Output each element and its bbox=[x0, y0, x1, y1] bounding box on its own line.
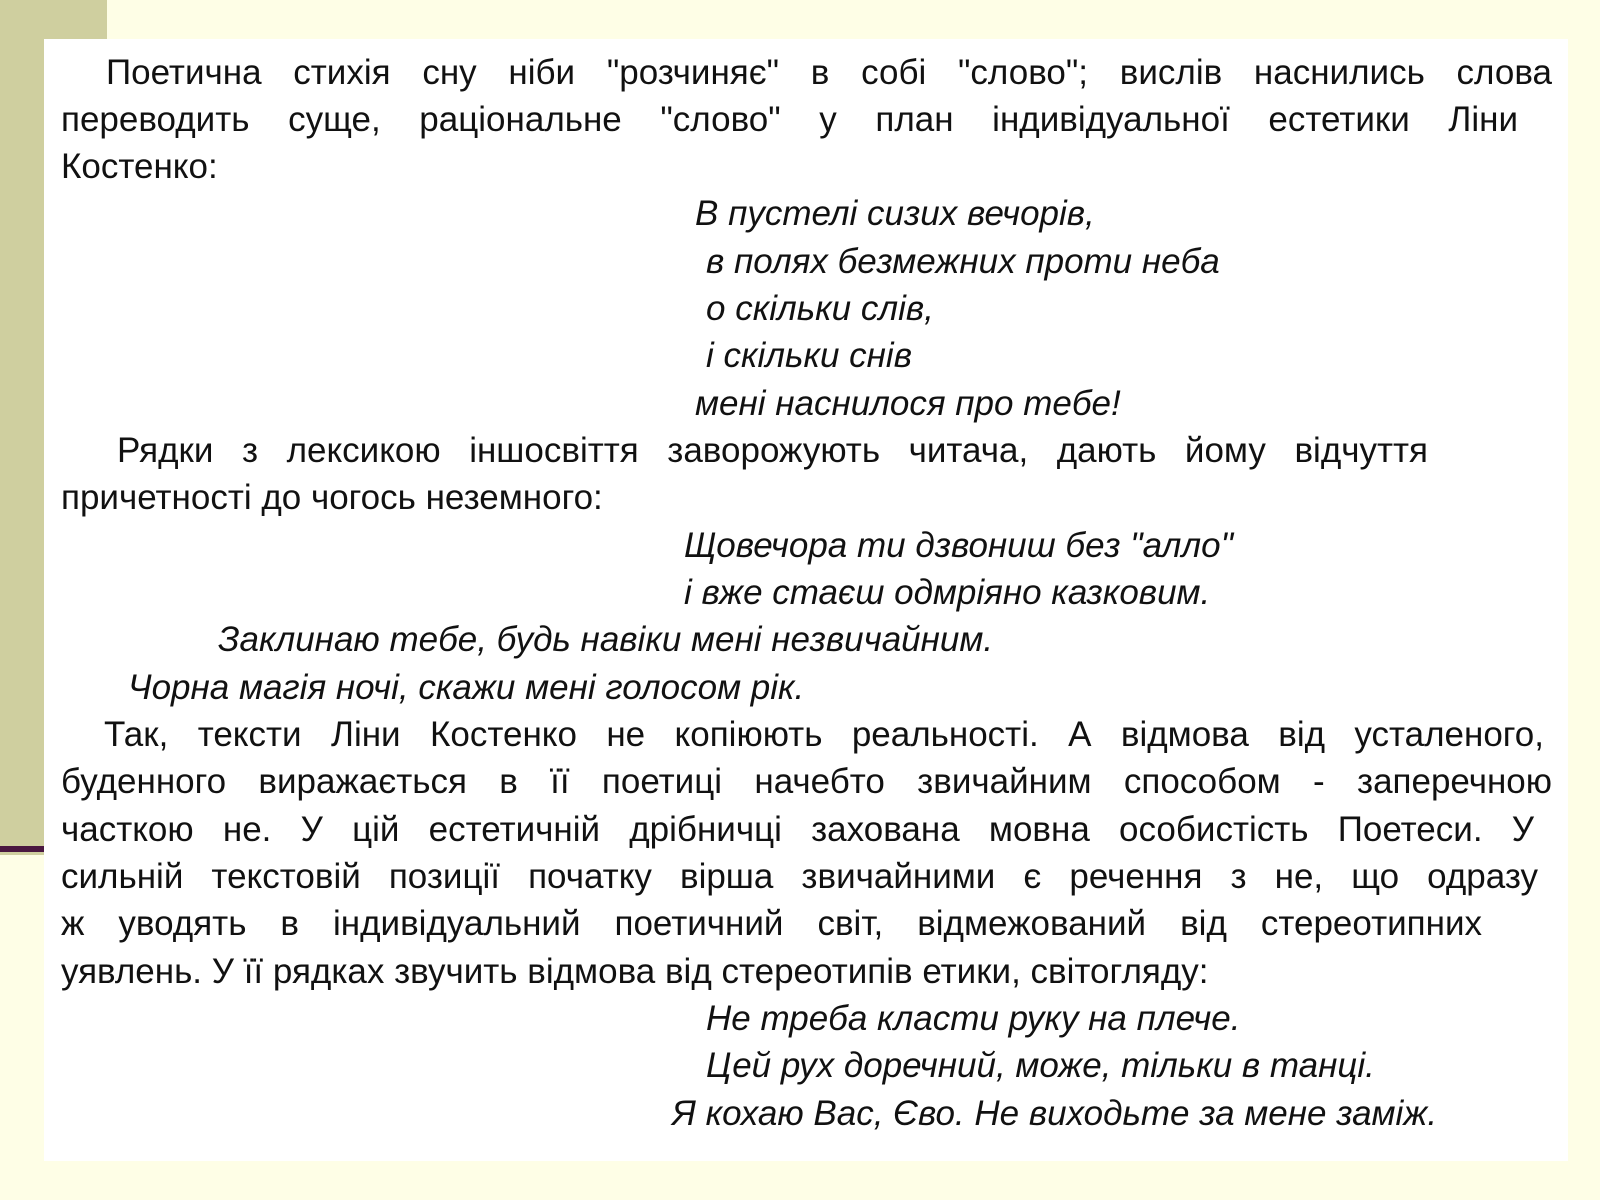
paragraph-3-line-6: уявлень. У її рядках звучить відмова від стереотипів етики, світогляду: bbox=[61, 952, 1209, 991]
poem-3-line-1: Не треба класти руку на плече. bbox=[706, 999, 1241, 1038]
paragraph-3-line-3: часткою не. У цій естетичній дрібничці захована мовна особистість Поетеси. У bbox=[61, 810, 1534, 849]
poem-1-line-1: В пустелі сизих вечорів, bbox=[695, 194, 1095, 233]
poem-2-line-1: Щовечора ти дзвониш без "алло" bbox=[684, 526, 1234, 565]
poem-2-line-3: Заклинаю тебе, будь навіки мені незвичайним. bbox=[218, 620, 994, 659]
paragraph-2-line-2: причетності до чогось неземного: bbox=[61, 478, 603, 517]
poem-3-line-3: Я кохаю Вас, Єво. Не виходьте за мене заміж. bbox=[672, 1094, 1438, 1133]
paragraph-3-line-4: сильній текстовій позиції початку вірша звичайними є речення з не, що одразу bbox=[61, 857, 1538, 896]
poem-1-line-2: в полях безмежних проти неба bbox=[706, 242, 1220, 281]
poem-2-line-4: Чорна магія ночі, скажи мені голосом рік. bbox=[128, 668, 805, 707]
accent-divider-line bbox=[0, 846, 48, 852]
paragraph-3-line-1: Так, тексти Ліни Костенко не копіюють реальності. А відмова від усталеного, bbox=[104, 715, 1544, 754]
poem-2-line-2: і вже стаєш одмріяно казковим. bbox=[684, 573, 1211, 612]
poem-1-line-5: мені наснилося про тебе! bbox=[695, 384, 1121, 423]
paragraph-3-line-2: буденного виражається в її поетиці начебто звичайним способом - заперечною bbox=[61, 762, 1552, 801]
paragraph-3-line-5: ж уводять в індивідуальний поетичний світ, відмежований від стереотипних bbox=[61, 904, 1482, 943]
paragraph-2-line-1: Рядки з лексикою іншосвіття заворожують читача, дають йому відчуття bbox=[117, 431, 1428, 470]
poem-1-line-4: і скільки снів bbox=[706, 336, 912, 375]
paragraph-1-line-1: Поетична стихія сну ніби "розчиняє" в собі "слово"; вислів наснились слова bbox=[106, 53, 1552, 92]
poem-1-line-3: о скільки слів, bbox=[706, 289, 934, 328]
text-panel bbox=[44, 39, 1568, 1161]
paragraph-1-line-2: переводить суще, раціональне "слово" у план індивідуальної естетики Ліни bbox=[61, 100, 1518, 139]
poem-3-line-2: Цей рух доречний, може, тільки в танці. bbox=[706, 1046, 1375, 1085]
paragraph-1-line-3: Костенко: bbox=[61, 147, 218, 186]
